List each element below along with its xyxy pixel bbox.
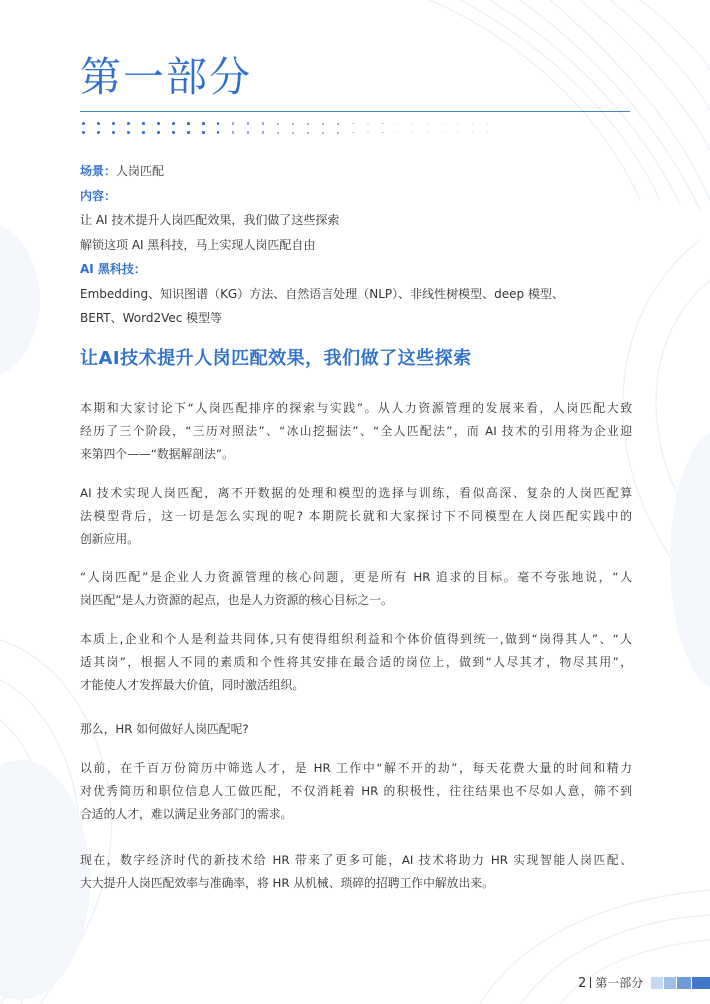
- paragraph-line: 本质上,企业和个人是利益共同体,只有使得组织利益和个体价值得到统一,做到“岗得其人”、“人: [80, 632, 632, 646]
- divider-dot: [292, 123, 294, 125]
- paragraph: [80, 849, 632, 895]
- divider-dot: [352, 132, 354, 134]
- footer-separator: [590, 977, 591, 988]
- divider-dot: [277, 123, 279, 125]
- divider-dot: [247, 131, 249, 133]
- paragraph: [80, 628, 632, 697]
- content-item: 解锁这项 AI 黑科技，马上实现人岗匹配自由: [80, 237, 316, 252]
- divider-dot: [127, 122, 130, 125]
- divider-dot: [367, 132, 369, 134]
- paragraph-line: 本期和大家讨论下“人岗匹配排序的探索与实践”。从人力资源管理的发展来看，人岗匹配大致: [80, 401, 632, 415]
- divider-dot: [127, 131, 130, 134]
- paragraph-line: 大大提升人岗匹配效率与准确率，将 HR 从机械、琐碎的招聘工作中解放出来。: [80, 876, 494, 890]
- dotted-divider: [82, 122, 502, 136]
- paragraph-line: 法模型背后，这一切是怎么实现的呢? 本期院长就和大家探讨下不同模型在人岗匹配实践中的: [80, 509, 632, 523]
- paragraph: [80, 566, 632, 612]
- footer-color-bar: [651, 977, 710, 989]
- paragraph-line: 才能使人才发挥最大价值，同时激活组织。: [80, 678, 305, 692]
- divider-dot: [397, 132, 398, 133]
- divider-dot: [247, 122, 249, 124]
- divider-dot: [457, 123, 458, 124]
- paragraph-line: 对优秀简历和职位信息人工做匹配，不仅消耗着 HR 的积极性，往往结果也不尽如人意，筛不到: [80, 784, 632, 798]
- tech-label: AI 黑科技：: [80, 262, 146, 276]
- paragraph-line: 以前，在千百万份简历中筛选人才，是 HR 工作中“解不开的劫”，每天花费大量的时间和精力: [80, 761, 632, 775]
- paragraph-line: 那么，HR 如何做好人岗匹配呢?: [80, 722, 249, 736]
- content-label: 内容：: [80, 188, 117, 203]
- divider-dot: [382, 132, 384, 134]
- divider-dot: [487, 132, 488, 133]
- paragraph-line: 来第四个——“数据解剖法”。: [80, 447, 234, 461]
- paragraph-line: 岗匹配”是人力资源的起点，也是人力资源的核心目标之一。: [80, 593, 393, 607]
- divider-dot: [337, 132, 339, 134]
- divider-dot: [172, 131, 175, 134]
- divider-dot: [427, 132, 428, 133]
- divider-dot: [322, 123, 324, 125]
- divider-dot: [262, 131, 264, 133]
- paragraph-line: 现在，数字经济时代的新技术给 HR 带来了更多可能，AI 技术将助力 HR 实现智能人岗匹配、: [80, 853, 632, 867]
- divider-dot: [217, 122, 219, 124]
- part-title: 第一部分: [80, 53, 252, 101]
- paragraph-line: 经历了三个阶段，“三历对照法”、“冰山挖掘法”、“全人匹配法”，而 AI 技术的引用将为企业迎: [80, 424, 632, 438]
- divider-dot: [352, 123, 354, 125]
- divider-dot: [232, 122, 234, 124]
- scene-line: [80, 159, 640, 184]
- divider-dot: [442, 132, 443, 133]
- divider-dot: [382, 123, 384, 125]
- divider-dot: [322, 132, 324, 134]
- divider-dot: [307, 132, 309, 134]
- divider-dot: [412, 123, 413, 124]
- divider-dot: [187, 122, 190, 125]
- divider-dot: [82, 122, 85, 125]
- divider-dot: [442, 123, 443, 124]
- paragraph: [80, 397, 632, 466]
- divider-dot: [232, 131, 234, 133]
- paragraph-line: AI 技术实现人岗匹配，离不开数据的处理和模型的选择与训练，看似高深、复杂的人岗匹配算: [80, 486, 632, 500]
- divider-dot: [172, 122, 175, 125]
- paragraph-line: 创新应用。: [80, 532, 139, 546]
- paragraph: [80, 482, 632, 551]
- paragraph: [80, 718, 632, 741]
- divider-dot: [472, 132, 473, 133]
- paragraph: [80, 757, 632, 826]
- intro-block: [80, 159, 640, 331]
- divider-dot: [367, 123, 369, 125]
- tech-item: Embedding、知识图谱（KG）方法、自然语言处理（NLP）、非线性树模型、deep 模型、: [80, 286, 564, 301]
- divider-dot: [472, 123, 473, 124]
- divider-dot: [97, 131, 100, 134]
- divider-dot: [457, 132, 458, 133]
- content-item: 让 AI 技术提升人岗匹配效果，我们做了这些探索: [80, 213, 340, 227]
- divider-dot: [202, 122, 205, 125]
- scene-value: 人岗匹配: [116, 164, 165, 178]
- divider-dot: [187, 131, 190, 134]
- divider-dot: [82, 131, 85, 134]
- divider-dot: [142, 131, 145, 134]
- divider-dot: [292, 132, 294, 134]
- footer-section-name: 第一部分: [595, 976, 644, 990]
- divider-dot: [307, 123, 309, 125]
- divider-dot: [97, 122, 100, 125]
- tech-line: [80, 257, 640, 282]
- scene-label: 场景：: [80, 164, 117, 178]
- divider-dot: [157, 122, 160, 125]
- page-number: 2: [578, 976, 587, 991]
- tech-item: BERT、Word2Vec 模型等: [80, 311, 223, 325]
- paragraph-line: 适其岗”，根据人不同的素质和个性将其安排在最合适的岗位上，做到“人尽其才，物尽其用”，: [80, 655, 632, 669]
- paragraph-line: 合适的人才，难以满足业务部门的需求。: [80, 807, 293, 821]
- divider-dot: [157, 131, 160, 134]
- divider-dot: [112, 122, 115, 125]
- divider-dot: [112, 131, 115, 134]
- divider-dot: [217, 131, 219, 133]
- divider-dot: [277, 132, 279, 134]
- divider-dot: [262, 122, 264, 124]
- divider-dot: [412, 132, 413, 133]
- divider-dot: [202, 131, 205, 134]
- page-footer: [578, 974, 643, 992]
- divider-dot: [427, 123, 428, 124]
- divider-dot: [142, 122, 145, 125]
- section-heading: 让AI技术提升人岗匹配效果，我们做了这些探索: [80, 348, 472, 369]
- paragraph-line: “人岗匹配”是企业人力资源管理的核心问题，更是所有 HR 追求的目标。毫不夸张地说，“人: [80, 570, 632, 584]
- content-line: [80, 184, 640, 209]
- divider-dot: [487, 123, 488, 124]
- divider-dot: [337, 123, 339, 125]
- title-divider: [80, 111, 630, 112]
- divider-dot: [397, 123, 398, 124]
